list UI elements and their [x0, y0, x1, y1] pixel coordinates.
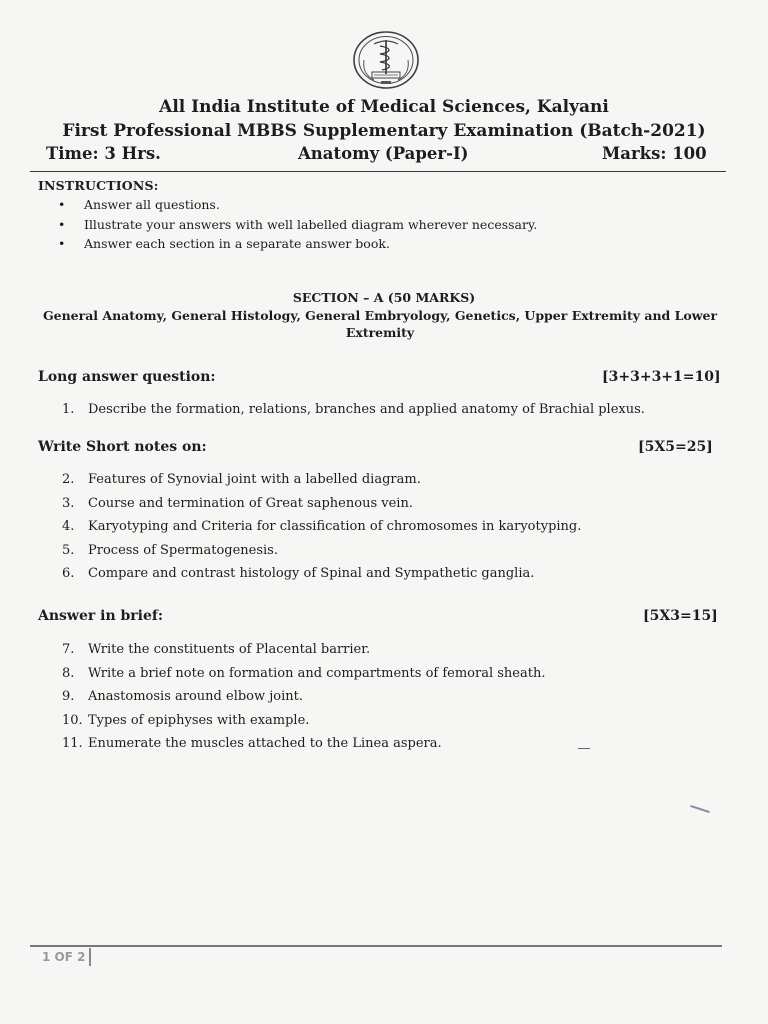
bullet-icon: • [58, 197, 66, 212]
group-heading-short-notes: Write Short notes on: [38, 439, 207, 455]
instruction-item: • Illustrate your answers with well labelled diagram wherever necessary. [58, 216, 538, 232]
institute-emblem-icon [352, 30, 420, 90]
question-item: 8. Write a brief note on formation and compartments of femoral sheath. [62, 665, 546, 681]
scan-mark [578, 748, 590, 749]
question-item: 3. Course and termination of Great saphenous vein. [62, 495, 413, 511]
instructions-heading: INSTRUCTIONS: [38, 178, 159, 193]
question-item: 7. Write the constituents of Placental barrier. [62, 642, 371, 657]
group-marks-short-notes: [5X5=25] [638, 439, 713, 455]
scan-mark [690, 805, 710, 813]
question-list-brief [62, 639, 545, 757]
question-item: 6. Compare and contrast histology of Spinal and Sympathetic ganglia. [62, 566, 535, 582]
total-marks: Marks: 100 [602, 144, 707, 163]
group-marks-long-answer: [3+3+3+1=10] [602, 369, 721, 385]
header-divider [30, 171, 726, 172]
section-title: SECTION – A (50 MARKS) [292, 290, 476, 305]
question-item: 1. Describe the formation, relations, branches and applied anatomy of Brachial plexus. [62, 402, 645, 417]
group-heading-brief: Answer in brief: [38, 608, 164, 624]
question-item: 2. Features of Synovial joint with a labelled diagram. [62, 472, 421, 487]
question-item: 9. Anastomosis around elbow joint. [62, 689, 304, 705]
instruction-item: • Answer each section in a separate answer book. [58, 236, 390, 251]
question-list-long-answer [62, 399, 645, 423]
bullet-icon: • [58, 216, 66, 232]
group-heading-long-answer: Long answer question: [38, 369, 216, 385]
exam-duration: Time: 3 Hrs. [46, 144, 161, 163]
paper-name: Anatomy (Paper-I) [298, 144, 469, 163]
footer-divider [30, 945, 722, 947]
bullet-icon: • [58, 236, 66, 251]
question-item: 10. Types of epiphyses with example. [62, 712, 310, 728]
question-item: 5. Process of Spermatogenesis. [62, 542, 278, 558]
section-subtitle: General Anatomy, General Histology, General Embryology, Genetics, Upper Extremity and Lower Extremity [42, 308, 718, 340]
question-item: 11. Enumerate the muscles attached to the Linea aspera. [62, 736, 442, 752]
exam-title: First Professional MBBS Supplementary Examination (Batch-2021) [62, 121, 706, 141]
group-marks-brief: [5X3=15] [643, 608, 718, 624]
instruction-item: • Answer all questions. [58, 197, 220, 212]
question-item: 4. Karyotyping and Criteria for classification of chromosomes in karyotyping. [62, 519, 582, 535]
page-number: 1 OF 2 [42, 948, 91, 966]
institute-name: All India Institute of Medical Sciences, Kalyani [159, 97, 609, 117]
instructions-list [58, 195, 537, 254]
question-list-short-notes [62, 469, 581, 587]
